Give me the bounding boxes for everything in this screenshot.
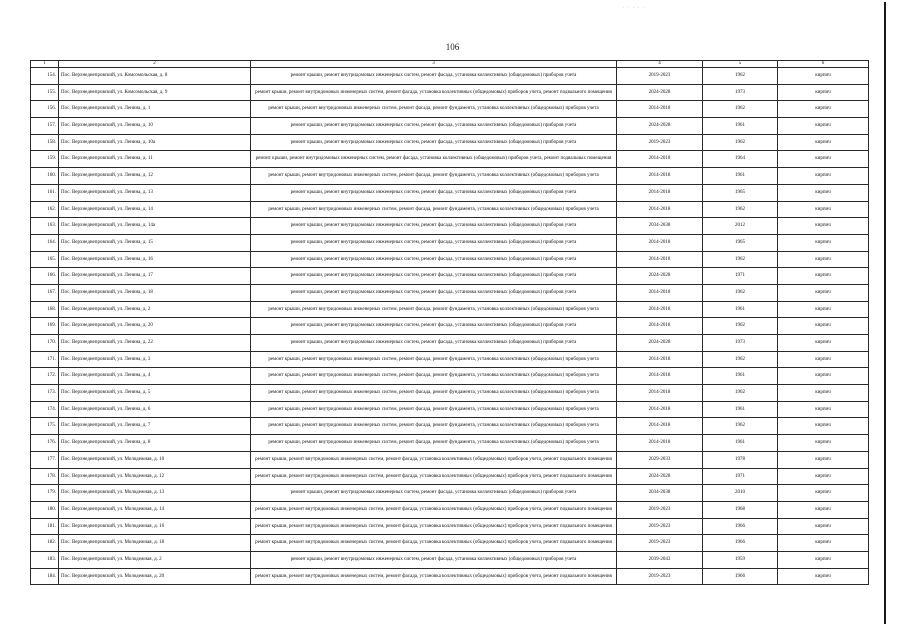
row-period: 2024-2028 [617,118,703,135]
row-address: Пос. Верхнеднепровский, ул. Ленина, д. 4 [59,368,251,385]
row-number: 159. [31,151,59,168]
row-address: Пос. Верхнеднепровский, ул. Ленина, д. 14 [59,201,251,218]
row-number: 182. [31,535,59,552]
row-period: 2024-2028 [617,468,703,485]
table-row [31,351,869,368]
row-works: ремонт крыши, ремонт внутридомовых инженерных систем, ремонт фасада, ремонт фундамента, установка коллективных (общедомовых) приборов учета [251,368,617,385]
row-wall-material: кирпич [778,84,869,101]
row-period: 2019-2023 [617,535,703,552]
row-works: ремонт крыши, ремонт внутридомовых инженерных систем, ремонт фасада, установка коллективных (общедомовых) приборов учета [251,485,617,502]
row-wall-material: кирпич [778,218,869,235]
row-address: Пос. Верхнеднепровский, ул. Молодежная, д. 14 [59,501,251,518]
table-row [31,101,869,118]
housing-repair-table [30,60,869,585]
row-number: 181. [31,518,59,535]
row-wall-material: кирпич [778,118,869,135]
row-works: ремонт крыши, ремонт внутридомовых инженерных систем, ремонт фасада, ремонт фундамента, установка коллективных (общедомовых) приборов учета [251,201,617,218]
row-works: ремонт крыши, ремонт внутридомовых инженерных систем, ремонт фасада, установка коллективных (общедомовых) приборов учета [251,118,617,135]
row-year-built: 1973 [703,84,778,101]
row-number: 174. [31,401,59,418]
row-year-built: 1962 [703,68,778,85]
row-address: Пос. Верхнеднепровский, ул. Ленина, д. 16 [59,251,251,268]
row-year-built: 1962 [703,284,778,301]
row-wall-material: кирпич [778,201,869,218]
row-works: ремонт крыши, ремонт внутридомовых инженерных систем, ремонт фасада, ремонт фундамента, установка коллективных (общедомовых) приборов учета [251,301,617,318]
row-works: ремонт крыши, ремонт внутридомовых инженерных систем, ремонт фасада, установка коллективных (общедомовых) приборов учета, ремонт подвальных помещения [251,151,617,168]
row-period: 2014-2018 [617,418,703,435]
row-address: Пос. Верхнеднепровский, ул. Ленина, д. 2 [59,301,251,318]
row-wall-material: кирпич [778,251,869,268]
row-number: 180. [31,501,59,518]
row-year-built: 1971 [703,268,778,285]
row-address: Пос. Верхнеднепровский, ул. Ленина, д. 5 [59,385,251,402]
row-period: 2019-2023 [617,68,703,85]
table-row [31,68,869,85]
table-row [31,418,869,435]
row-year-built: 1962 [703,318,778,335]
row-address: Пос. Верхнеднепровский, ул. Ленина, д. 10а [59,134,251,151]
table-row [31,435,869,452]
row-year-built: 1971 [703,468,778,485]
table-row [31,318,869,335]
row-year-built: 1962 [703,201,778,218]
row-wall-material: кирпич [778,568,869,585]
table-row [31,118,869,135]
row-period: 2024-2028 [617,268,703,285]
row-address: Пос. Верхнеднепровский, ул. Ленина, д. 15 [59,234,251,251]
row-address: Пос. Верхнеднепровский, ул. Молодежная, д. 18 [59,535,251,552]
row-works: ремонт крыши, ремонт внутридомовых инженерных систем, ремонт фасада, установка коллективных (общедомовых) приборов учета [251,251,617,268]
scan-mark: · · · · · [623,6,646,11]
table-row [31,451,869,468]
row-period: 2014-2018 [617,234,703,251]
row-works: ремонт крыши, ремонт внутридомовых инженерных систем, ремонт фасада, ремонт фундамента, установка коллективных (общедомовых) приборов учета [251,418,617,435]
row-period: 2019-2023 [617,501,703,518]
row-period: 2014-2018 [617,385,703,402]
row-wall-material: кирпич [778,151,869,168]
row-works: ремонт крыши, ремонт внутридомовых инженерных систем, ремонт фасада, установка коллективных (общедомовых) приборов учета, ремонт подвального помещения [251,501,617,518]
row-address: Пос. Верхнеднепровский, ул. Ленина, д. 18 [59,284,251,301]
row-works: ремонт крыши, ремонт внутридомовых инженерных систем, ремонт фасада, установка коллективных (общедомовых) приборов учета, ремонт подвального помещения [251,84,617,101]
row-works: ремонт крыши, ремонт внутридомовых инженерных систем, ремонт фасада, установка коллективных (общедомовых) приборов учета [251,284,617,301]
table-row [31,385,869,402]
row-wall-material: кирпич [778,68,869,85]
row-address: Пос. Верхнеднепровский, ул. Комсомольская, д. 9 [59,84,251,101]
row-year-built: 2012 [703,218,778,235]
row-wall-material: кирпич [778,418,869,435]
row-year-built: 1961 [703,168,778,185]
row-year-built: 1965 [703,184,778,201]
column-number-6: 6 [778,61,869,68]
row-number: 183. [31,551,59,568]
row-year-built: 1961 [703,435,778,452]
row-number: 160. [31,168,59,185]
row-wall-material: кирпич [778,518,869,535]
row-year-built: 1962 [703,251,778,268]
row-year-built: 1964 [703,151,778,168]
row-wall-material: кирпич [778,468,869,485]
row-wall-material: кирпич [778,301,869,318]
row-year-built: 1966 [703,518,778,535]
row-period: 2014-2018 [617,368,703,385]
table-row [31,368,869,385]
row-works: ремонт крыши, ремонт внутридомовых инженерных систем, ремонт фасада, установка коллективных (общедомовых) приборов учета [251,335,617,352]
row-address: Пос. Верхнеднепровский, ул. Ленина, д. 6 [59,401,251,418]
row-wall-material: кирпич [778,435,869,452]
row-year-built: 1961 [703,118,778,135]
row-address: Пос. Верхнеднепровский, ул. Ленина, д. 17 [59,268,251,285]
row-number: 162. [31,201,59,218]
row-address: Пос. Верхнеднепровский, ул. Ленина, д. 12 [59,168,251,185]
row-number: 166. [31,268,59,285]
row-works: ремонт крыши, ремонт внутридомовых инженерных систем, ремонт фасада, установка коллективных (общедомовых) приборов учета, ремонт подвального помещения [251,535,617,552]
row-period: 2029-2033 [617,451,703,468]
column-number-1: 1 [31,61,59,68]
row-period: 2024-2028 [617,335,703,352]
row-works: ремонт крыши, ремонт внутридомовых инженерных систем, ремонт фасада, установка коллективных (общедомовых) приборов учета [251,318,617,335]
row-year-built: 1961 [703,368,778,385]
column-number-3: 3 [251,61,617,68]
row-number: 161. [31,184,59,201]
table-row [31,268,869,285]
column-number-5: 5 [703,61,778,68]
column-number-4: 4 [617,61,703,68]
table-body [31,68,869,585]
row-period: 2019-2023 [617,568,703,585]
row-period: 2014-2018 [617,401,703,418]
row-year-built: 1962 [703,418,778,435]
row-number: 172. [31,368,59,385]
row-period: 2014-2018 [617,318,703,335]
row-period: 2024-2028 [617,84,703,101]
row-number: 168. [31,301,59,318]
row-address: Пос. Верхнеднепровский, ул. Молодежная, д. 2 [59,551,251,568]
row-number: 170. [31,335,59,352]
row-wall-material: кирпич [778,101,869,118]
row-period: 2034-2038 [617,485,703,502]
row-works: ремонт крыши, ремонт внутридомовых инженерных систем, ремонт фасада, установка коллективных (общедомовых) приборов учета, ремонт подвального помещения [251,451,617,468]
row-wall-material: кирпич [778,401,869,418]
row-wall-material: кирпич [778,535,869,552]
row-period: 2014-2018 [617,301,703,318]
row-works: ремонт крыши, ремонт внутридомовых инженерных систем, ремонт фасада, установка коллективных (общедомовых) приборов учета [251,551,617,568]
row-wall-material: кирпич [778,501,869,518]
row-works: ремонт крыши, ремонт внутридомовых инженерных систем, ремонт фасада, ремонт фундамента, установка коллективных (общедомовых) приборов учета [251,401,617,418]
row-number: 167. [31,284,59,301]
row-address: Пос. Верхнеднепровский, ул. Комсомольская, д. 8 [59,68,251,85]
row-wall-material: кирпич [778,134,869,151]
row-address: Пос. Верхнеднепровский, ул. Ленина, д. 22 [59,335,251,352]
row-number: 169. [31,318,59,335]
row-wall-material: кирпич [778,284,869,301]
row-number: 156. [31,101,59,118]
row-works: ремонт крыши, ремонт внутридомовых инженерных систем, ремонт фасада, ремонт фундамента, установка коллективных (общедомовых) приборов учета [251,168,617,185]
row-year-built: 1966 [703,535,778,552]
table-row [31,551,869,568]
row-wall-material: кирпич [778,234,869,251]
row-wall-material: кирпич [778,351,869,368]
row-wall-material: кирпич [778,485,869,502]
row-works: ремонт крыши, ремонт внутридомовых инженерных систем, ремонт фасада, ремонт фундамента, установка коллективных (общедомовых) приборов учета [251,435,617,452]
table-row [31,401,869,418]
table-row [31,201,869,218]
row-period: 2014-2018 [617,168,703,185]
row-works: ремонт крыши, ремонт внутридомовых инженерных систем, ремонт фасада, установка коллективных (общедомовых) приборов учета, ремонт подвального помещения [251,518,617,535]
row-period: 2039-2043 [617,551,703,568]
table-row [31,251,869,268]
row-works: ремонт крыши, ремонт внутридомовых инженерных систем, ремонт фасада, ремонт фундамента, установка коллективных (общедомовых) приборов учета [251,351,617,368]
row-wall-material: кирпич [778,451,869,468]
row-address: Пос. Верхнеднепровский, ул. Молодежная, д. 16 [59,518,251,535]
row-year-built: 1961 [703,401,778,418]
row-number: 154. [31,68,59,85]
row-year-built: 1962 [703,385,778,402]
row-period: 2014-2018 [617,101,703,118]
table-row [31,151,869,168]
table-row [31,518,869,535]
row-address: Пос. Верхнеднепровский, ул. Ленина, д. 3 [59,351,251,368]
row-address: Пос. Верхнеднепровский, ул. Ленина, д. 1 [59,101,251,118]
row-wall-material: кирпич [778,551,869,568]
row-year-built: 1968 [703,501,778,518]
row-year-built: 1962 [703,351,778,368]
table-row [31,134,869,151]
table-row [31,234,869,251]
row-period: 2019-2023 [617,134,703,151]
row-address: Пос. Верхнеднепровский, ул. Молодежная, д. 10 [59,451,251,468]
row-period: 2014-2018 [617,184,703,201]
table-row [31,184,869,201]
page-number: 106 [445,42,460,52]
row-number: 184. [31,568,59,585]
row-works: ремонт крыши, ремонт внутридомовых инженерных систем, ремонт фасада, установка коллективных (общедомовых) приборов учета, ремонт подвального помещения [251,468,617,485]
row-address: Пос. Верхнеднепровский, ул. Ленина, д. 10 [59,118,251,135]
table-row [31,168,869,185]
row-period: 2019-2023 [617,518,703,535]
row-year-built: 1965 [703,234,778,251]
row-year-built: 1966 [703,568,778,585]
row-number: 158. [31,134,59,151]
row-works: ремонт крыши, ремонт внутридомовых инженерных систем, ремонт фасада, установка коллективных (общедомовых) приборов учета [251,234,617,251]
row-year-built: 1973 [703,335,778,352]
row-wall-material: кирпич [778,168,869,185]
row-number: 177. [31,451,59,468]
row-address: Пос. Верхнеднепровский, ул. Ленина, д. 11 [59,151,251,168]
row-year-built: 1961 [703,301,778,318]
row-period: 2014-2018 [617,251,703,268]
table-row [31,501,869,518]
table-row [31,335,869,352]
row-address: Пос. Верхнеднепровский, ул. Ленина, д. 13 [59,184,251,201]
row-number: 163. [31,218,59,235]
row-wall-material: кирпич [778,268,869,285]
row-year-built: 1959 [703,551,778,568]
row-works: ремонт крыши, ремонт внутридомовых инженерных систем, ремонт фасада, установка коллективных (общедомовых) приборов учета [251,184,617,201]
row-period: 2014-2018 [617,435,703,452]
row-wall-material: кирпич [778,184,869,201]
row-address: Пос. Верхнеднепровский, ул. Ленина, д. 8 [59,435,251,452]
row-wall-material: кирпич [778,385,869,402]
row-address: Пос. Верхнеднепровский, ул. Молодежная, д. 13 [59,485,251,502]
row-wall-material: кирпич [778,368,869,385]
row-works: ремонт крыши, ремонт внутридомовых инженерных систем, ремонт фасада, ремонт фундамента, установка коллективных (общедомовых) приборов учета [251,101,617,118]
row-works: ремонт крыши, ремонт внутридомовых инженерных систем, ремонт фасада, ремонт фундамента, установка коллективных (общедомовых) приборов учета [251,385,617,402]
row-wall-material: кирпич [778,318,869,335]
row-works: ремонт крыши, ремонт внутридомовых инженерных систем, ремонт фасада, установка коллективных (общедомовых) приборов учета, ремонт подвального помещения [251,568,617,585]
row-number: 179. [31,485,59,502]
row-number: 175. [31,418,59,435]
row-period: 2034-2038 [617,218,703,235]
row-works: ремонт крыши, ремонт внутридомовых инженерных систем, ремонт фасада, установка коллективных (общедомовых) приборов учета [251,68,617,85]
row-works: ремонт крыши, ремонт внутридомовых инженерных систем, ремонт фасада, установка коллективных (общедомовых) приборов учета [251,268,617,285]
column-number-row [31,61,869,68]
table-row [31,84,869,101]
row-number: 165. [31,251,59,268]
table-row [31,468,869,485]
row-year-built: 1962 [703,101,778,118]
table-row [31,301,869,318]
row-address: Пос. Верхнеднепровский, ул. Молодежная, д. 12 [59,468,251,485]
row-number: 176. [31,435,59,452]
table-row [31,535,869,552]
table-row [31,485,869,502]
column-number-2: 2 [59,61,251,68]
table-row [31,284,869,301]
table-row [31,218,869,235]
row-year-built: 2010 [703,485,778,502]
row-number: 157. [31,118,59,135]
row-number: 173. [31,385,59,402]
row-number: 155. [31,84,59,101]
row-address: Пос. Верхнеднепровский, ул. Ленина, д. 20 [59,318,251,335]
row-address: Пос. Верхнеднепровский, ул. Молодежная, д. 20 [59,568,251,585]
row-number: 178. [31,468,59,485]
table-row [31,568,869,585]
row-year-built: 1962 [703,134,778,151]
row-number: 164. [31,234,59,251]
row-works: ремонт крыши, ремонт внутридомовых инженерных систем, ремонт фасада, установка коллективных (общедомовых) приборов учета [251,218,617,235]
row-number: 171. [31,351,59,368]
row-period: 2014-2018 [617,351,703,368]
row-wall-material: кирпич [778,335,869,352]
row-address: Пос. Верхнеднепровский, ул. Ленина, д. 7 [59,418,251,435]
row-works: ремонт крыши, ремонт внутридомовых инженерных систем, ремонт фасада, установка коллективных (общедомовых) приборов учета [251,134,617,151]
row-year-built: 1978 [703,451,778,468]
row-address: Пос. Верхнеднепровский, ул. Ленина, д. 14а [59,218,251,235]
binding-edge-rule [884,2,886,624]
row-period: 2014-2018 [617,151,703,168]
row-period: 2014-2018 [617,284,703,301]
row-period: 2014-2018 [617,201,703,218]
